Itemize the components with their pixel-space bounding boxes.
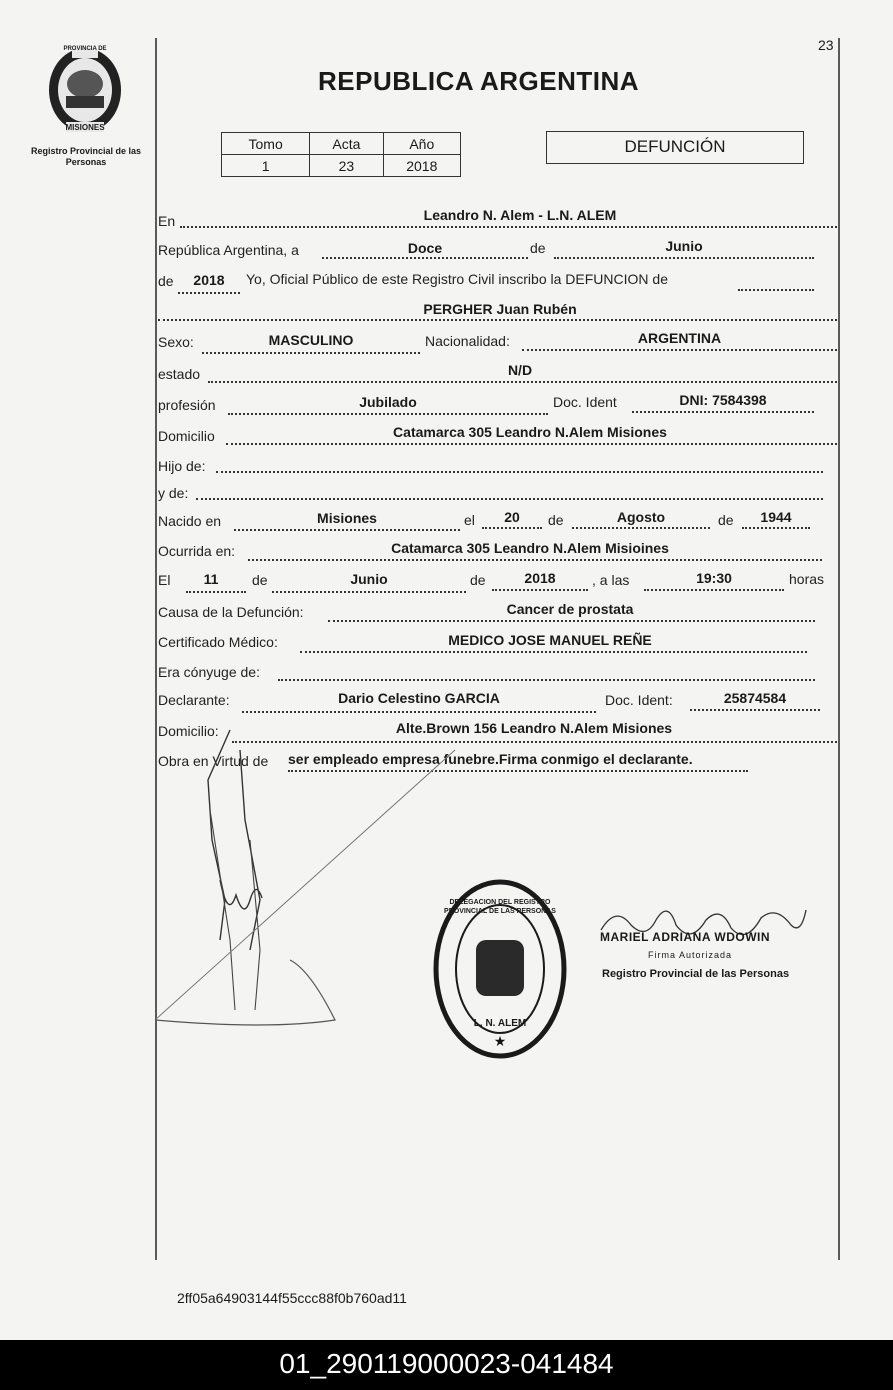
value-nacido-dia: 20 [504, 509, 520, 525]
label-causa: Causa de la Defunción: [158, 604, 304, 620]
label-el-cap: El [158, 572, 171, 588]
label-de-nacido-mes: de [548, 512, 564, 528]
value-nacionalidad: ARGENTINA [637, 330, 722, 346]
dots-mes [554, 257, 814, 259]
label-domicilio2: Domicilio: [158, 723, 219, 739]
label-de-def-anio: de [470, 572, 486, 588]
label-ocurrida-en: Ocurrida en: [158, 543, 236, 559]
value-nombre: PERGHER Juan Rubén [423, 301, 577, 317]
dots-sexo [202, 352, 420, 354]
value-mes: Junio [665, 238, 703, 254]
label-de-nacido-anio: de [718, 512, 734, 528]
dots-ocurrida-en [248, 559, 822, 561]
dots-y-de [196, 498, 823, 500]
label-de-anio: de [158, 273, 174, 289]
dots-conyuge [278, 679, 815, 681]
seal-inner-text: L. N. ALEM [473, 1018, 527, 1029]
value-def-anio: 2018 [524, 570, 556, 586]
value-dia: Doce [407, 240, 443, 256]
dots-certificado [300, 651, 807, 653]
th-acta: Acta [310, 133, 383, 155]
value-nacido-anio: 1944 [760, 509, 792, 525]
label-estado: estado [158, 366, 201, 382]
dots-estado [208, 381, 837, 383]
dots-profesion [228, 413, 548, 415]
label-doc-ident2: Doc. Ident: [605, 692, 673, 708]
value-domicilio: Catamarca 305 Leandro N.Alem Misiones [393, 424, 667, 440]
dots-dni [632, 411, 814, 413]
label-domicilio: Domicilio [158, 428, 215, 444]
logo-text-top: PROVINCIA DE [63, 46, 107, 52]
label-profesion: profesión [158, 397, 216, 413]
label-de-def-mes: de [252, 572, 268, 588]
logo-caption: Registro Provincial de las Personas [30, 146, 142, 167]
td-acta: 23 [310, 155, 383, 177]
dots-lugar [180, 226, 837, 228]
label-republica: República Argentina, a [158, 242, 299, 258]
page-title: REPUBLICA ARGENTINA [318, 66, 640, 96]
svg-text:★: ★ [493, 1033, 507, 1049]
label-obra: Obra en Virtud de [158, 753, 269, 769]
value-declarante-domicilio: Alte.Brown 156 Leandro N.Alem Misiones [395, 720, 673, 736]
document-hash: 2ff05a64903144f55ccc88f0b760ad11 [177, 1290, 407, 1306]
dots-nacido-dia [482, 527, 542, 529]
right-margin-line [838, 38, 840, 1260]
label-sexo: Sexo: [158, 334, 194, 350]
page-number: 23 [818, 37, 834, 53]
dots-nombre [158, 319, 837, 321]
footer-id: 01_290119000023-041484 [0, 1340, 893, 1390]
signer-name: MARIEL ADRIANA WDOWIN [600, 930, 771, 944]
label-doc-ident: Doc. Ident [553, 394, 617, 410]
label-y-de: y de: [158, 485, 189, 501]
value-ocurrida-en: Catamarca 305 Leandro N.Alem Misioines [391, 540, 669, 556]
value-def-mes: Junio [350, 571, 388, 587]
value-declarante: Dario Celestino GARCIA [338, 690, 500, 706]
label-declarante: Declarante: [158, 692, 230, 708]
value-lugar: Leandro N. Alem - L.N. ALEM [423, 207, 617, 223]
registry-table [221, 132, 461, 177]
th-anio: Año [383, 133, 460, 155]
th-tomo: Tomo [222, 133, 310, 155]
logo-text-bottom: MISIONES [65, 123, 105, 132]
dots-declarante-doc [690, 709, 820, 711]
dots-nacido-mes [572, 527, 710, 529]
dots-hijo-de [216, 471, 823, 473]
dots-def-dia [186, 591, 246, 593]
dots-def-mes [272, 591, 466, 593]
label-yo: Yo, Oficial Público de este Registro Civil inscribo la DEFUNCION de [246, 271, 668, 287]
dots-nacido-en [234, 529, 460, 531]
dots-declarante [242, 711, 596, 713]
value-profesion: Jubilado [359, 394, 417, 410]
value-def-dia: 11 [203, 571, 219, 587]
dots-domicilio [226, 443, 837, 445]
dots-nacido-anio [742, 527, 810, 529]
label-nacionalidad: Nacionalidad: [425, 333, 510, 349]
seal-ring-text: DELEGACION DEL REGISTRO PROVINCIAL DE LAS PERSONAS [444, 899, 556, 915]
td-tomo: 1 [222, 155, 310, 177]
value-anio: 2018 [193, 272, 225, 288]
dots-nacionalidad [522, 349, 837, 351]
dots-anio [178, 292, 240, 294]
label-a-las: , a las [592, 572, 630, 588]
label-el: el [464, 512, 475, 528]
value-certificado: MEDICO JOSE MANUEL REÑE [448, 632, 652, 648]
left-margin-line [155, 38, 157, 1260]
value-nacido-mes: Agosto [616, 509, 666, 525]
value-declarante-doc: 25874584 [723, 690, 787, 706]
dots-def-hora [644, 589, 784, 591]
dots-causa [328, 620, 815, 622]
value-obra: ser empleado empresa funebre.Firma conmigo el declarante. [288, 751, 693, 767]
doc-type-box: DEFUNCIÓN [546, 131, 804, 164]
label-de: de [530, 240, 546, 256]
value-causa: Cancer de prostata [506, 601, 634, 617]
value-sexo: MASCULINO [268, 332, 354, 348]
dots-yo-end [738, 289, 814, 291]
label-en: En [158, 213, 176, 229]
signer-org: Registro Provincial de las Personas [602, 968, 790, 980]
label-certificado: Certificado Médico: [158, 634, 278, 650]
value-dni: DNI: 7584398 [679, 392, 767, 408]
label-horas: horas [789, 571, 825, 587]
label-nacido-en: Nacido en [158, 513, 222, 529]
dots-def-anio [492, 589, 588, 591]
signer-role: Firma Autorizada [648, 950, 733, 960]
dots-dia [322, 257, 528, 259]
td-anio: 2018 [383, 155, 460, 177]
label-conyuge: Era cónyuge de: [158, 664, 260, 680]
label-hijo-de: Hijo de: [158, 458, 206, 474]
value-estado: N/D [507, 362, 533, 378]
value-nacido-en: Misiones [317, 510, 377, 526]
value-def-hora: 19:30 [696, 570, 732, 586]
